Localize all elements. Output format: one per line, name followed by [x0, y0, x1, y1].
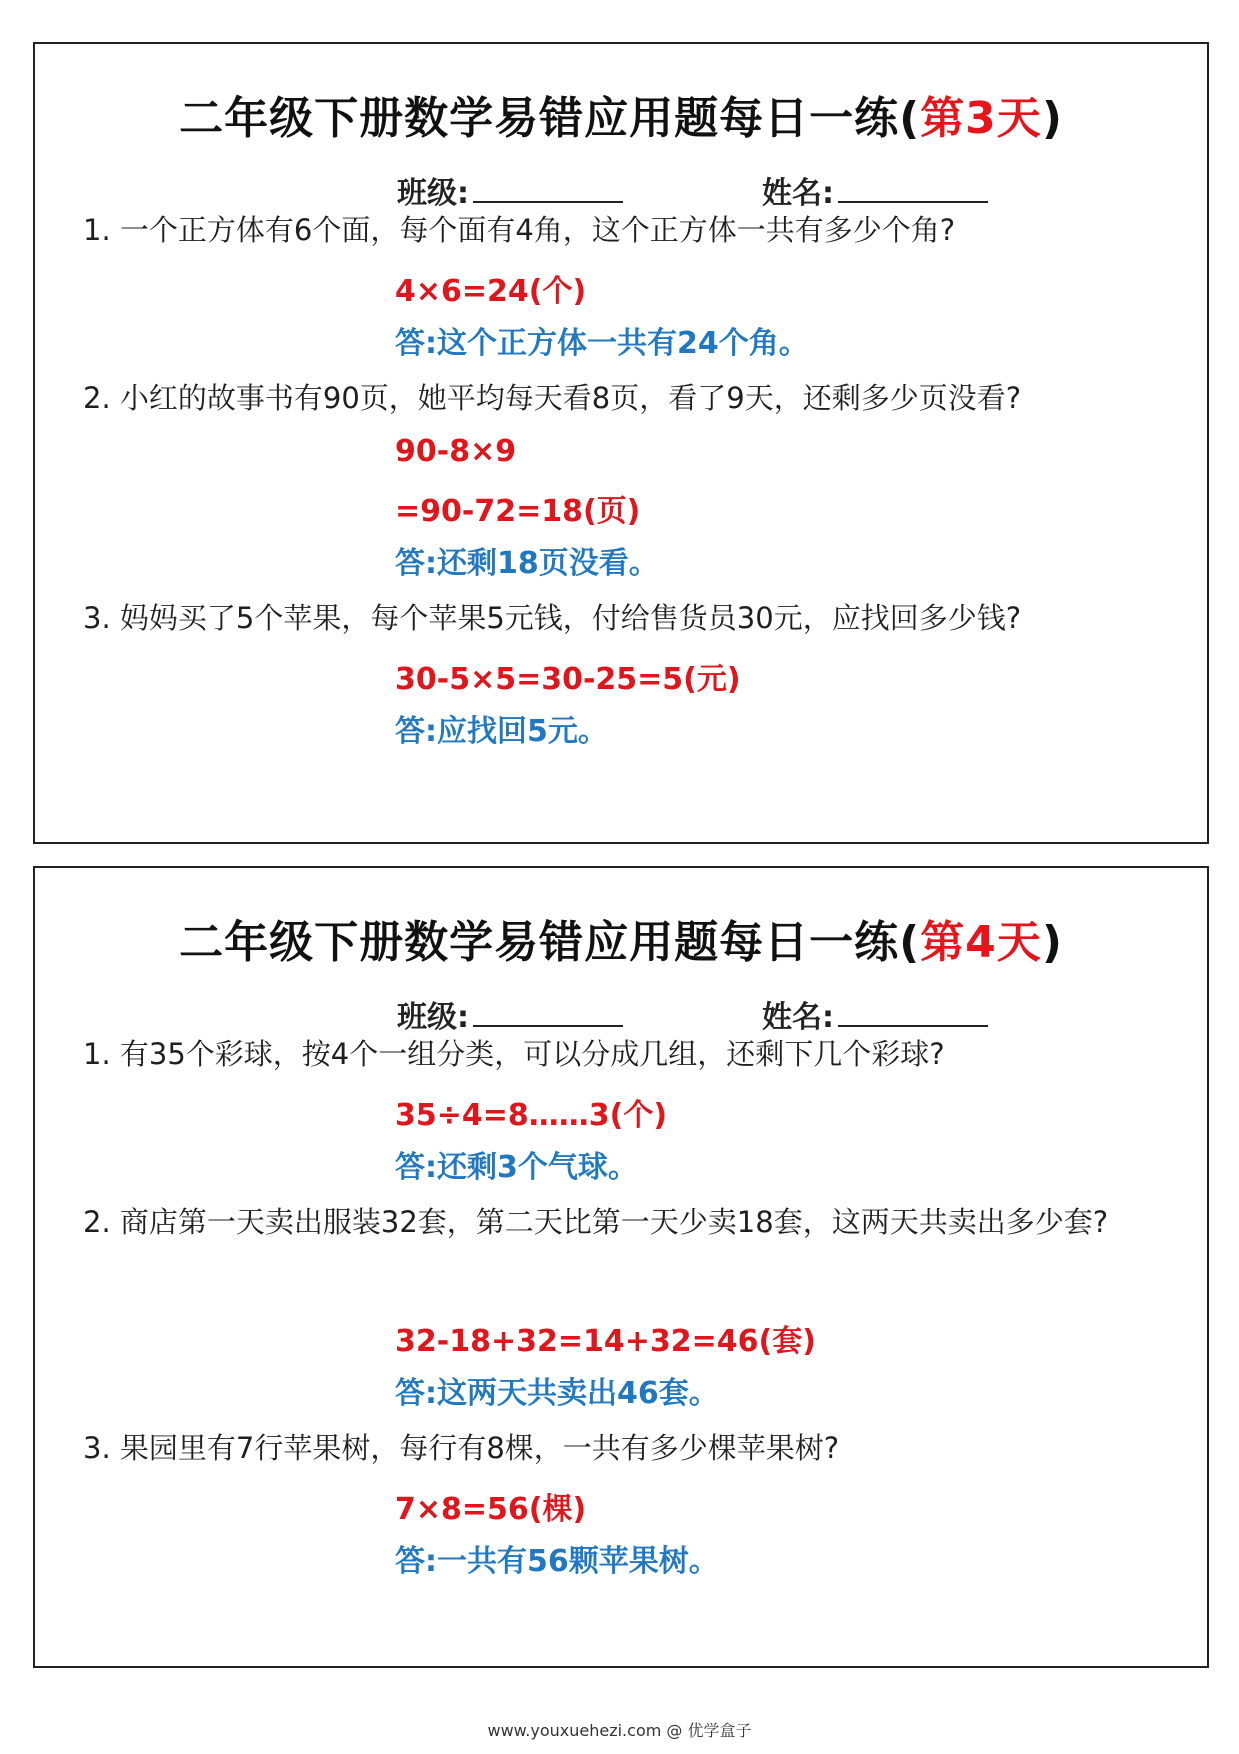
worksheet-title: 二年级下册数学易错应用题每日一练(第4天)	[179, 917, 1063, 968]
class-blank[interactable]	[473, 999, 623, 1027]
solution-2: 32-18+32=14+32=46(套)	[395, 1324, 816, 1359]
worksheet-day-4	[33, 866, 1209, 1668]
day-label: 第3天	[920, 93, 1042, 144]
question-3: 3. 果园里有7行苹果树，每行有8棵，一共有多少棵苹果树?	[83, 1431, 840, 1465]
class-blank[interactable]	[473, 175, 623, 203]
class-field: 班级:	[397, 168, 623, 212]
question-1: 1. 一个正方体有6个面，每个面有4角，这个正方体一共有多少个角?	[83, 213, 956, 247]
question-2: 2. 小红的故事书有90页，她平均每天看8页，看了9天，还剩多少页没看?	[83, 381, 1022, 415]
answer-1: 答:这个正方体一共有24个角。	[395, 326, 809, 361]
name-blank[interactable]	[838, 999, 988, 1027]
worksheet-title: 二年级下册数学易错应用题每日一练(第3天)	[179, 93, 1063, 144]
solution-1: 35÷4=8……3(个)	[395, 1098, 668, 1133]
answer-2: 答:还剩18页没看。	[395, 546, 659, 581]
worksheet-day-3	[33, 42, 1209, 844]
question-2: 2. 商店第一天卖出服装32套，第二天比第一天少卖18套，这两天共卖出多少套?	[83, 1205, 1109, 1239]
answer-3: 答:应找回5元。	[395, 714, 608, 749]
answer-1: 答:还剩3个气球。	[395, 1150, 638, 1185]
name-blank[interactable]	[838, 175, 988, 203]
solution-3: 30-5×5=30-25=5(元)	[395, 662, 741, 697]
name-field: 姓名:	[762, 992, 988, 1036]
question-3: 3. 妈妈买了5个苹果，每个苹果5元钱，付给售货员30元，应找回多少钱?	[83, 601, 1022, 635]
name-field: 姓名:	[762, 168, 988, 212]
class-field: 班级:	[397, 992, 623, 1036]
solution-2-step-1: 90-8×9	[395, 434, 517, 469]
answer-2: 答:这两天共卖出46套。	[395, 1376, 719, 1411]
footer-watermark: www.youxuehezi.com @ 优学盒子	[487, 1721, 752, 1740]
solution-3: 7×8=56(棵)	[395, 1492, 587, 1527]
solution-2-step-2: =90-72=18(页)	[395, 494, 641, 529]
answer-3: 答:一共有56颗苹果树。	[395, 1544, 719, 1579]
solution-1: 4×6=24(个)	[395, 274, 587, 309]
day-label: 第4天	[920, 917, 1042, 968]
question-1: 1. 有35个彩球，按4个一组分类，可以分成几组，还剩下几个彩球?	[83, 1037, 945, 1071]
